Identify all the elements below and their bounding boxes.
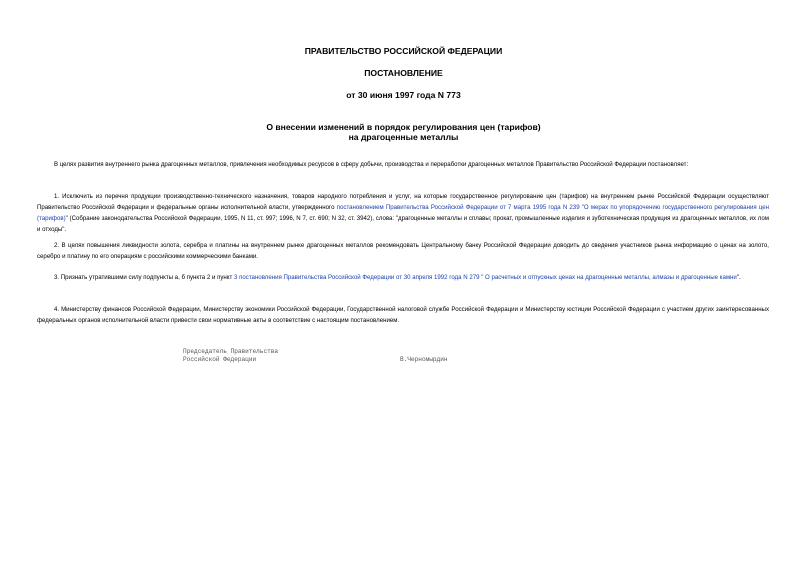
paragraph-item-4: 4. Министерству финансов Российской Федерации, Министерству экономики Российской Федерации, Государственной налоговой службе Российской Федерации и Министерству юстиции Российской Федерации с участием других заинтересованных федеральных органов исполнительной власти привести свои нормативные акты в соответствие с настоящим постановлением. [37, 306, 769, 324]
date-number-heading: от 30 июня 1997 года N 773 [346, 90, 461, 100]
paragraph-preamble: В целях развития внутреннего рынка драгоценных металлов, привлечения необходимых ресурсов в сферу добычи, производства и переработки драгоценных металлов Правительство Российской Федерации постановляет: [54, 161, 689, 168]
paragraph-item-2: 2. В целях повышения ликвидности золота, серебра и платины на внутреннем рынке драгоценных металлов рекомендовать Центральному банку Российской Федерации доводить до сведения участников рынка информацию о ценах на золото, серебро и платину по его операциям с российскими коммерческими банками. [37, 242, 769, 260]
government-heading: ПРАВИТЕЛЬСТВО РОССИЙСКОЙ ФЕДЕРАЦИИ [304, 46, 503, 56]
document-title-line-1: О внесении изменений в порядок регулирования цен (тарифов) [266, 122, 541, 132]
signature-title-line-1: Председатель Правительства [183, 348, 279, 355]
paragraph-item-3-text-end: ". [736, 274, 741, 281]
paragraph-item-1-text-end: " (Собрание законодательства Российской Федерации, 1995, N 11, ст. 997; 1996, N 7, ст. 690; N 32, ст. 3942), слова: "драгоценные металлы и сплавы; прокат, промышленные изделия и зуботехническая продукция из драгоценных металлов, их лом и отходы". [37, 215, 769, 233]
decree-279-link[interactable]: 3 постановления Правительства Российской Федерации от 30 апреля 1992 года N 279 " О расчетных и отпускных ценах на драгоценные металлы, алмазы и драгоценные камни [234, 274, 737, 281]
decree-239-link[interactable]: постановлением Правительства Российской Федерации от 7 марта 1995 года N 239 "О мерах по упорядочению государственного регулирования цен (тарифов) [37, 204, 769, 222]
signature-name: В.Черномырдин [400, 356, 448, 363]
paragraph-item-3-text-start: 3. Признать утратившими силу подпункты а, б пункта 2 и пункт [54, 274, 235, 281]
paragraph-item-1-text-start: 1. Исключить из перечня продукции производственно-технического назначения, товаров народного потребления и услуг, на которые государственное регулирование цен (тарифов) на внутреннем рынке Российской Федерации осуществляют Правительство Российской Федерации и федеральные органы исполнительной власти, утвержденного [37, 193, 769, 211]
paragraph-item-3 [37, 272, 769, 283]
document-type-heading: ПОСТАНОВЛЕНИЕ [364, 68, 443, 78]
paragraph-item-1 [37, 191, 769, 235]
document-title-line-2: на драгоценные металлы [348, 132, 459, 142]
signature-title-line-2: Российской Федерации [183, 356, 257, 363]
